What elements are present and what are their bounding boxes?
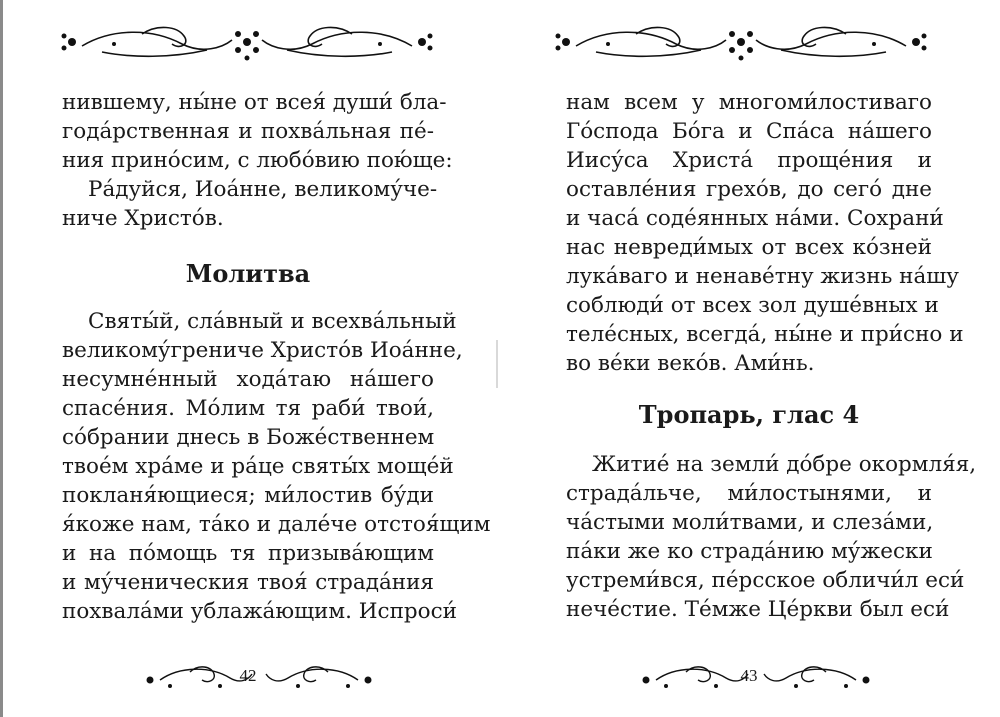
page-footer — [566, 658, 932, 694]
text-line: и му́ченическия твоя́ страда́ния — [62, 570, 434, 595]
text-line: нам всем у многоми́лостиваго — [566, 90, 932, 115]
text-line: ниче Христо́в. — [62, 206, 224, 231]
text-line: и часа́ соде́янных на́ми. Сохрани́ — [566, 206, 944, 231]
text-line: оставле́ния грехо́в, до сего́ дне — [566, 177, 932, 202]
text-line: я́коже нам, та́ко и дале́че отстоя́щим — [62, 512, 491, 537]
text-line: нече́стие. Те́мже Це́ркви был еси́ — [566, 597, 950, 622]
text-line: страда́льче, ми́лостынями, и — [566, 481, 932, 506]
text-line: лука́ваго и ненаве́тну жизнь на́шу — [566, 264, 959, 289]
text-line: теле́сных, всегда́, ны́не и при́сно и — [566, 322, 964, 347]
text-line: года́рственная и похва́льная пе́- — [62, 119, 434, 144]
footer-ornament-icon — [756, 658, 876, 694]
text-line: соблюди́ от всех зол душе́вных и — [566, 293, 939, 318]
text-line: Святы́й, сла́вный и всехва́льный — [88, 309, 457, 334]
top-ornament-icon — [536, 18, 946, 64]
text-line: несумне́нный хода́таю на́шего — [62, 367, 434, 392]
text-line: покланя́ющиеся; ми́лостив бу́ди — [62, 483, 434, 508]
text-line: со́брании днесь в Боже́ственнем — [62, 425, 435, 450]
spacer — [62, 291, 434, 307]
top-ornament-icon — [42, 18, 452, 64]
footer-ornament-icon — [258, 658, 378, 694]
text-line: похвала́ми ублажа́ющим. Испроси́ — [62, 599, 457, 624]
text-line: Житие́ на земли́ до́бре окормля́я, — [592, 452, 977, 477]
text-line: нас невреди́мых от всех ко́зней — [566, 235, 932, 260]
text-line: Иису́са Христа́ проще́ния и — [566, 148, 932, 173]
spacer — [566, 378, 932, 398]
section-heading: Молитва — [185, 259, 311, 288]
text-line: великому́грениче Христо́в Иоа́нне, — [62, 338, 463, 363]
section-heading: Тропарь, глас 4 — [638, 400, 860, 429]
spacer — [62, 233, 434, 257]
left-page — [62, 0, 491, 717]
spacer — [566, 432, 932, 450]
text-line: нившему, ны́не от всея́ души́ бла- — [62, 90, 447, 115]
page-number: 42 — [239, 666, 257, 685]
text-line: ча́стыми моли́твами, и слеза́ми, — [566, 510, 934, 535]
page-number: 43 — [740, 666, 758, 685]
page-edge — [0, 0, 3, 717]
text-line: устреми́вся, пе́рсское обличи́л еси́ — [566, 568, 965, 593]
text-line: па́ки же ко страда́нию му́жески — [566, 539, 933, 564]
text-line: и на по́мощь тя призыва́ющим — [62, 541, 434, 566]
text-line: твое́м хра́ме и ра́це святы́х моще́й — [62, 454, 454, 479]
text-line: спасе́ния. Мо́лим тя раби́ твои́, — [62, 396, 434, 421]
text-line: Ра́дуйся, Иоа́нне, великому́че- — [88, 177, 438, 202]
page-footer — [62, 658, 434, 694]
text-line: ния прино́сим, с любо́вию пою́ще: — [62, 148, 453, 173]
book-gutter — [496, 340, 498, 388]
right-page-text — [566, 88, 977, 624]
left-page-text — [62, 88, 491, 626]
text-line: во ве́ки веко́в. Ами́нь. — [566, 351, 815, 376]
right-page — [566, 0, 977, 717]
text-line: Го́спода Бо́га и Спа́са на́шего — [566, 119, 932, 144]
